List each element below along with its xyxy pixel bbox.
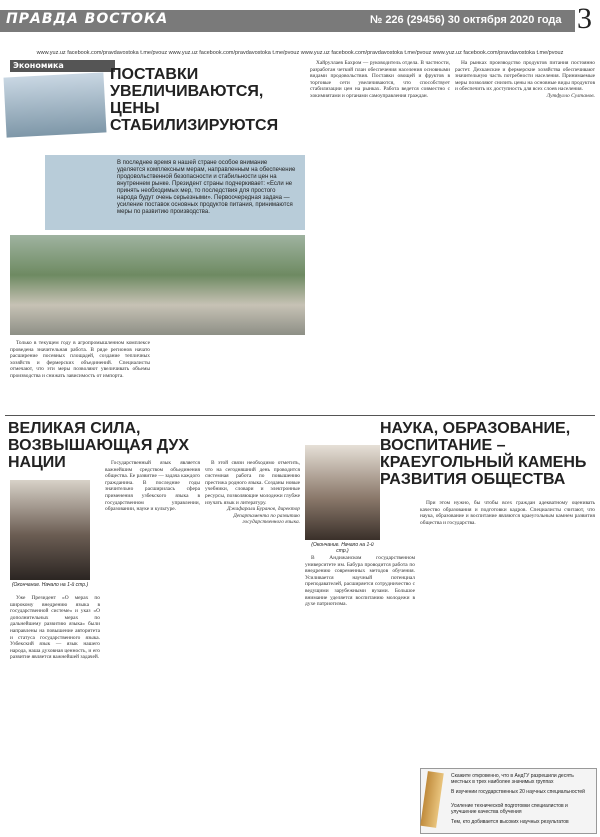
- section-rubric: Экономика: [10, 60, 115, 72]
- article2-headline: ВЕЛИКАЯ СИЛА, ВОЗВЫШАЮЩАЯ ДУХ НАЦИИ: [8, 420, 189, 471]
- page-number: 3: [577, 2, 592, 35]
- article2-col2: Государственный язык является важнейшим средством объединения общества. Ее развитие — задача каждого гражданина. В последние годы значительно расширилась сфера применения узбекского языка в государственном управлении, образовании, науке и культуре.: [105, 460, 200, 513]
- photo-tilted: [3, 72, 106, 137]
- info-box: [420, 768, 597, 834]
- info-row: Скажите откровенно, что в АндГУ разрешили десять местных в трех наиболее значимых группах: [451, 773, 574, 785]
- article2-caption: (Окончание. Начало на 1-й стр.): [11, 582, 89, 588]
- article3-col1: В Андижанском государственном университете им. Бабура проводится работа по внедрению современных методов обучения. Усиливается научный потенциал преподавателей, расширяется сотрудничество с ведущими зарубежными вузами. Большое внимание уделяется воспитанию молодежи в духе патриотизма.: [305, 555, 415, 608]
- article1-signature: Лутфулло Султанов.: [546, 92, 595, 99]
- article1-lead: В последнее время в нашей стране особое внимание уделяется комплексным мерам, направленным на обеспечение продовольственной безопасности и стабильности цен на внутреннем рынке. Президент страны подчеркивает: «Если не принять необходимых мер, то последствия для простого народа будут очень серьезными». Первоочередная задача — усиление поставок основных продуктов питания, принимаются меры по развитию производства.: [117, 160, 296, 215]
- article1-col1: Только в текущем году в агропромышленном комплексе проведена значительная работа. В ряде регионов начато расширение посевных площадей, создание тепличных хозяйств и фермерских объединений. Специалисты отмечают, что эти меры позволяют увеличивать объемы производства и снижать зависимость от импорта.: [10, 340, 150, 379]
- issue-number: № 226 (29456) 30 октября 2020 года: [370, 14, 562, 26]
- newspaper-title: ПРАВДА ВОСТОКА: [6, 11, 169, 27]
- article2-col3: В этой связи необходимо отметить, что на сегодняшний день проводится системная работа по повышению престижа родного языка. Созданы новые учебники, словари и электронные ресурсы, позволяющие молодежи глубже изучать язык и литературу. Джафарали Буранов, директор Департамента по развитию государственного языка.: [205, 460, 300, 526]
- article1-headline: ПОСТАВКИ УВЕЛИЧИВАЮТСЯ, ЦЕНЫ СТАБИЛИЗИРУЮТСЯ: [110, 66, 279, 134]
- article2-signature: Джафарали Буранов, директор Департамента по развитию государственного языка.: [227, 506, 300, 526]
- article3-caption: (Окончание. Начало на 1-й стр.): [311, 542, 374, 554]
- article3-col2: При этом нужно, бы чтобы всех граждан адекватному оценивать качество образования и подготовки кадров. Специалисты считают, что наука, образование и воспитание являются краеугольным камнем развития общества и государства.: [420, 500, 595, 526]
- article2-portrait: [10, 480, 90, 580]
- article3-portrait: [305, 445, 380, 540]
- info-row: Усиление технической подготовки специалистов и улучшение качества обучения: [451, 803, 568, 815]
- info-row: В изучении государственных 20 научных специальностей: [451, 789, 585, 795]
- article1-col3: На рынках производство продуктов питания постоянно растет. Дехканские и фермерские хозяйства обеспечивают значительную часть потребности населения. Принимаемые меры позволяют снизить цены на основные виды продуктов и обеспечить их доступность для всех слоев населения. Лутфулло Султанов.: [455, 60, 595, 99]
- article1-photo: [10, 235, 305, 335]
- section-divider: [5, 415, 595, 416]
- masthead: [0, 0, 600, 42]
- article3-headline: НАУКА, ОБРАЗОВАНИЕ, ВОСПИТАНИЕ – КРАЕУГОЛЬНЫЙ КАМЕНЬ РАЗВИТИЯ ОБЩЕСТВА: [380, 420, 587, 488]
- article1-col2: Хайруллаев Бахром — руководитель отдела. В частности, разработан четкий план обеспечения населения основными видами продовольствия. Поставки овощей и фруктов в торговые сети увеличиваются, что способствует стабилизации цен на рынках. Работа ведется совместно с хокимиятами и органами самоуправления граждан.: [310, 60, 450, 99]
- info-row: Тем, кто добивается высоких научных результатов: [451, 819, 569, 825]
- article2-col1: Уже Президент «О мерах по широкому внедрению языка в государственной системе» и указ «О дополнительных мерах по дальнейшему развитию языка» были направлены на повышение авторитета и статуса государственного языка. Узбекский язык — язык нашего народа, наша духовная ценность, и его развитие является важнейшей задачей.: [10, 595, 100, 661]
- social-links[interactable]: www.yuz.uz facebook.com/pravdavostoka t.me/pvouz www.yuz.uz facebook.com/pravdavostoka t.me/pvouz www.yuz.uz facebook.com/pravdavostoka t.me/pvouz www.yuz.uz facebook.com/pravdavostoka t.me/pvouz: [36, 50, 564, 56]
